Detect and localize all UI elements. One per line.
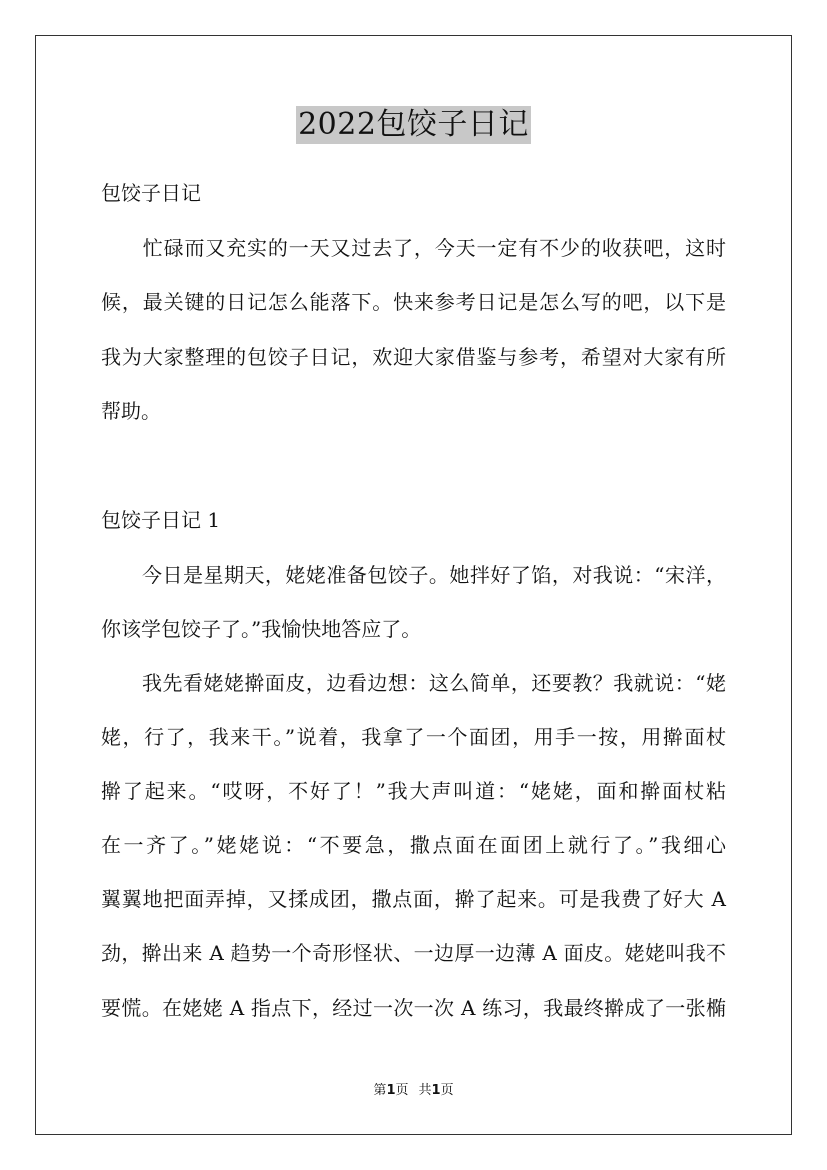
document-title: [0, 104, 827, 144]
section-heading: 包饺子日记 1: [101, 508, 221, 532]
document-title-text: 2022包饺子日记: [298, 107, 529, 142]
body-line: 我为大家整理的包饺子日记，欢迎大家借鉴与参考，希望对大家有所: [101, 345, 726, 369]
body-line: 我先看姥姥擀面皮，边看边想：这么简单，还要教？我就说：“姥: [101, 671, 726, 695]
body-line: 翼翼地把面弄掉，又揉成团，撒点面，擀了起来。可是我费了好大 A: [101, 887, 726, 911]
body-line: 劲，擀出来 A 趋势一个奇形怪状、一边厚一边薄 A 面皮。姥姥叫我不: [101, 941, 726, 965]
page-footer: [0, 1082, 827, 1100]
body-line: 擀了起来。“哎呀，不好了！”我大声叫道：“姥姥，面和擀面杖粘: [101, 779, 726, 803]
total-suffix: 页: [440, 1083, 454, 1098]
body-line: 忙碌而又充实的一天又过去了，今天一定有不少的收获吧，这时: [101, 236, 726, 260]
body-line: 帮助。: [101, 399, 161, 423]
body-line: 要慌。在姥姥 A 指点下，经过一次一次 A 练习，我最终擀成了一张椭: [101, 996, 726, 1020]
page-number: 1: [386, 1083, 396, 1098]
body-line: 候，最关键的日记怎么能落下。快来参考日记是怎么写的吧，以下是: [101, 290, 726, 314]
total-prefix: 共: [418, 1083, 432, 1098]
page-prefix: 第: [373, 1083, 387, 1098]
body-line: 在一齐了。”姥姥说：“不要急，撒点面在面团上就行了。”我细心: [101, 833, 726, 857]
body-line: 你该学包饺子了。”我愉快地答应了。: [101, 617, 422, 641]
section-heading: 包饺子日记: [101, 181, 201, 205]
page-suffix: 页: [395, 1083, 409, 1098]
body-line: 今日是星期天，姥姥准备包饺子。她拌好了馅，对我说：“宋洋，: [101, 563, 726, 587]
body-line: 姥，行了，我来干。”说着，我拿了一个面团，用手一按，用擀面杖: [101, 725, 726, 749]
total-pages: 1: [431, 1083, 441, 1098]
